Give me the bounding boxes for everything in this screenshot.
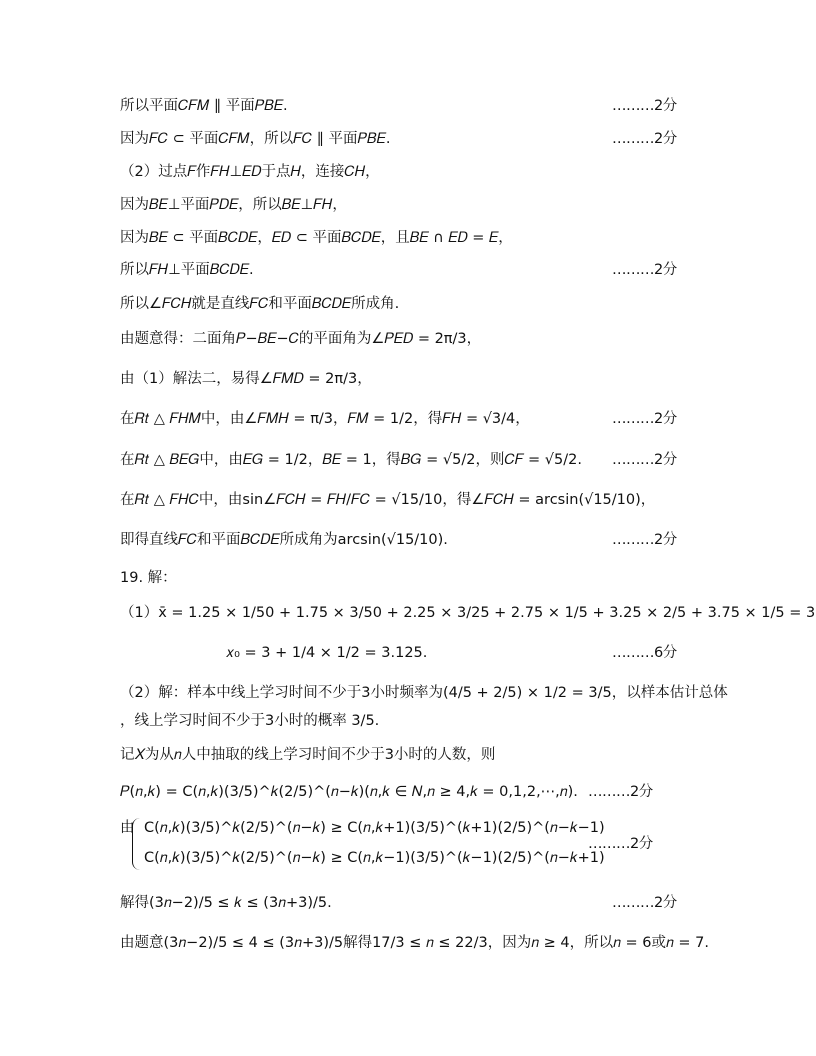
solution-line-22: 解得(3𝑛−2)/5 ≤ 𝑘 ≤ (3𝑛+3)/5. xyxy=(120,895,332,911)
solution-line-3: （2）过点𝐹作𝐹𝐻⊥𝐸𝐷于点𝐻，连接𝐶𝐻， xyxy=(120,164,380,180)
solution-line-2: 因为𝐹𝐶 ⊂ 平面𝐶𝐹𝑀，所以𝐹𝐶 ∥ 平面𝑃𝐵𝐸. xyxy=(120,131,391,147)
solution-line-10: 在𝑅𝑡 △ 𝐹𝐻𝑀中，由∠𝐹𝑀𝐻 = π/3，𝐹𝑀 = 1/2，得𝐹𝐻 = √3/4， xyxy=(120,411,530,427)
score-mark: ………2分 xyxy=(612,98,677,114)
solution-line-4: 因为𝐵𝐸⊥平面𝑃𝐷𝐸，所以𝐵𝐸⊥𝐹𝐻， xyxy=(120,197,347,213)
system-brace xyxy=(132,818,141,870)
solution-line-9: 由（1）解法二，易得∠𝐹𝑀𝐷 = 2π/3， xyxy=(120,371,372,387)
solution-line-5: 因为𝐵𝐸 ⊂ 平面𝐵𝐶𝐷𝐸，𝐸𝐷 ⊂ 平面𝐵𝐶𝐷𝐸，且𝐵𝐸 ∩ 𝐸𝐷 = 𝐸， xyxy=(120,230,513,246)
score-mark: ………2分 xyxy=(612,895,677,911)
solution-line-7: 所以∠𝐹𝐶𝐻就是直线𝐹𝐶和平面𝐵𝐶𝐷𝐸所成角. xyxy=(120,296,400,312)
score-mark: ………2分 xyxy=(612,411,677,427)
solution-line-19: 记𝑋为从𝑛人中抽取的线上学习时间不少于3小时的人数，则 xyxy=(120,747,496,763)
score-mark: ………2分 xyxy=(612,452,677,468)
score-mark: ………2分 xyxy=(612,532,677,548)
solution-line-18: ，线上学习时间不少于3小时的概率 3/5. xyxy=(120,713,380,729)
solution-line-6: 所以𝐹𝐻⊥平面𝐵𝐶𝐷𝐸. xyxy=(120,262,254,278)
solution-line-1: 所以平面𝐶𝐹𝑀 ∥ 平面𝑃𝐵𝐸. xyxy=(120,98,288,114)
problem-number: 19. 解： xyxy=(120,570,177,586)
solution-line-13: 即得直线𝐹𝐶和平面𝐵𝐶𝐷𝐸所成角为arcsin(√15/10). xyxy=(120,532,448,548)
solution-line-12: 在𝑅𝑡 △ 𝐹𝐻𝐶中，由sin∠𝐹𝐶𝐻 = 𝐹𝐻/𝐹𝐶 = √15/10，得∠𝐹𝐶𝐻 = arcsin(√15/10)， xyxy=(120,492,656,508)
system-prefix: 由 xyxy=(120,820,135,836)
solution-line-15: （1）x̄ = 1.25 × 1/50 + 1.75 × 3/50 + 2.25 × 3/25 + 2.75 × 1/5 + 3.25 × 2/5 + 3.75 × 1/5 = 3 xyxy=(120,605,816,621)
inequality-row-1: C(𝑛,𝑘)(3/5)^𝑘(2/5)^(𝑛−𝑘) ≥ C(𝑛,𝑘+1)(3/5)^(𝑘+1)(2/5)^(𝑛−𝑘−1) xyxy=(144,820,605,836)
solution-line-8: 由题意得：二面角𝑃−𝐵𝐸−𝐶的平面角为∠𝑃𝐸𝐷 = 2π/3， xyxy=(120,331,482,347)
score-mark: ………2分 xyxy=(588,784,653,800)
score-mark: ………2分 xyxy=(588,836,653,852)
score-mark: ………6分 xyxy=(612,645,677,661)
score-mark: ………2分 xyxy=(612,262,677,278)
solution-line-20: 𝑃(𝑛,𝑘) = C(𝑛,𝑘)(3/5)^𝑘(2/5)^(𝑛−𝑘)(𝑛,𝑘 ∈ 𝑁,𝑛 ≥ 4,𝑘 = 0,1,2,⋯,𝑛). xyxy=(120,784,578,800)
solution-line-23: 由题意(3𝑛−2)/5 ≤ 4 ≤ (3𝑛+3)/5解得17/3 ≤ 𝑛 ≤ 22/3，因为𝑛 ≥ 4，所以𝑛 = 6或𝑛 = 7. xyxy=(120,935,709,951)
solution-line-16: 𝑥₀ = 3 + 1/4 × 1/2 = 3.125. xyxy=(226,645,428,661)
solution-line-11: 在𝑅𝑡 △ 𝐵𝐸𝐺中，由𝐸𝐺 = 1/2，𝐵𝐸 = 1，得𝐵𝐺 = √5/2，则𝐶𝐹 = √5/2. xyxy=(120,452,582,468)
inequality-row-2: C(𝑛,𝑘)(3/5)^𝑘(2/5)^(𝑛−𝑘) ≥ C(𝑛,𝑘−1)(3/5)^(𝑘−1)(2/5)^(𝑛−𝑘+1) xyxy=(144,850,605,866)
solution-line-17: （2）解：样本中线上学习时间不少于3小时频率为(4/5 + 2/5) × 1/2 = 3/5，以样本估计总体 xyxy=(120,685,728,701)
score-mark: ………2分 xyxy=(612,131,677,147)
